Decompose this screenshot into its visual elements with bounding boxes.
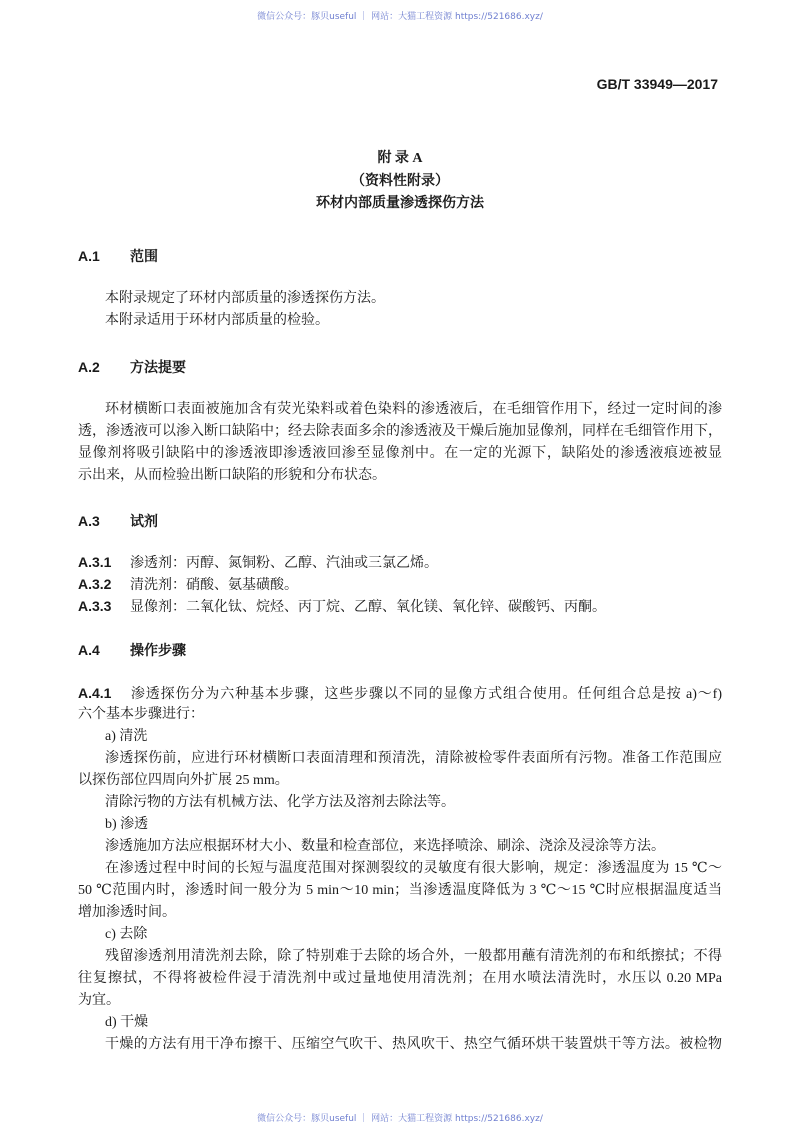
text-line <box>78 993 120 1009</box>
text-line <box>78 1037 722 1053</box>
text-line <box>78 402 722 418</box>
watermark-top: 微信公众号：豚贝useful ｜ 网站：大猫工程资源 https://521686.xyz/ <box>257 12 543 22</box>
line-text: 试剂 <box>130 515 158 530</box>
line-text: b) 渗透 <box>105 817 149 832</box>
clause-line <box>78 513 158 531</box>
text-line <box>78 949 722 965</box>
line-text: 清洗剂：硝酸、氨基磺酸。 <box>130 578 298 593</box>
line-text: 本附录规定了环材内部质量的渗透探伤方法。 <box>105 291 385 306</box>
text-line <box>105 927 147 943</box>
clause-number: A.3 <box>78 513 100 529</box>
line-text: 以探伤部位四周向外扩展 25 mm。 <box>78 773 289 788</box>
clause-number: A.1 <box>78 248 100 264</box>
clause-number: A.2 <box>78 359 100 375</box>
clause-number: A.4.1 <box>78 685 112 701</box>
text-line <box>78 773 289 789</box>
line-text: 方法提要 <box>130 361 186 376</box>
text-line <box>78 905 176 921</box>
clause-number: A.4 <box>78 642 100 658</box>
text-line <box>78 971 722 987</box>
text-line <box>78 424 722 440</box>
text-line <box>78 446 722 462</box>
line-text: 渗透剂：丙醇、氮铜粉、乙醇、汽油或三氯乙烯。 <box>130 556 438 571</box>
line-text: 干燥的方法有用干净布擦干、压缩空气吹干、热风吹干、热空气循环烘干装置烘干等方法。被检物 <box>105 1037 722 1052</box>
annex-title: 环材内部质量渗透探伤方法 <box>316 196 484 211</box>
text-line <box>78 883 722 899</box>
text-line <box>78 707 204 723</box>
annex-type: （资料性附录） <box>351 174 449 189</box>
line-text: 50 ℃范围内时，渗透时间一般分为 5 min～10 min；当渗透温度降低为 3 ℃～15 ℃时应根据温度适当 <box>78 883 722 898</box>
line-text: 为宜。 <box>78 993 120 1008</box>
text-line <box>105 1015 148 1031</box>
text-line <box>105 839 665 855</box>
text-line <box>105 729 147 745</box>
text-line <box>105 817 148 833</box>
clause-number: A.3.2 <box>78 576 112 592</box>
text-line <box>78 468 386 484</box>
line-text: 清除污物的方法有机械方法、化学方法及溶剂去除法等。 <box>105 795 455 810</box>
text-line <box>78 861 722 877</box>
clause-line <box>78 248 158 266</box>
clause-line <box>78 598 606 616</box>
watermark-bottom: 微信公众号：豚贝useful ｜ 网站：大猫工程资源 https://521686.xyz/ <box>257 1114 543 1124</box>
standard-number: GB/T 33949—2017 <box>596 76 718 92</box>
line-text: 透，渗透液可以渗入断口缺陷中；经去除表面多余的渗透液及干燥后施加显像剂，同样在毛细管作用下， <box>78 424 722 439</box>
line-text: 往复擦拭，不得将被检件浸于清洗剂中或过量地使用清洗剂；在用水喷法清洗时，水压以 0.20 MPa <box>78 971 722 986</box>
line-text: 六个基本步骤进行： <box>78 707 204 722</box>
line-text: 操作步骤 <box>130 644 186 659</box>
line-text: 本附录适用于环材内部质量的检验。 <box>105 313 329 328</box>
clause-line <box>78 576 298 594</box>
line-text: 示出来，从而检验出断口缺陷的形貌和分布状态。 <box>78 468 386 483</box>
text-line <box>105 291 385 307</box>
clause-line <box>78 642 186 660</box>
clause-number: A.3.1 <box>78 554 112 570</box>
line-text: 增加渗透时间。 <box>78 905 176 920</box>
line-text: 环材横断口表面被施加含有荧光染料或着色染料的渗透液后，在毛细管作用下，经过一定时间的渗 <box>105 402 722 417</box>
line-text: 渗透探伤前，应进行环材横断口表面清理和预清洗，清除被检零件表面所有污物。准备工作范围应 <box>105 751 722 766</box>
clause-number: A.3.3 <box>78 598 112 614</box>
clause-line <box>78 359 186 377</box>
annex-label: 附 录 A <box>377 151 423 166</box>
line-text: 显像剂：二氧化钛、烷烃、丙丁烷、乙醇、氧化镁、氧化锌、碳酸钙、丙酮。 <box>130 600 606 615</box>
line-text: a) 清洗 <box>105 729 148 744</box>
text-line <box>105 313 329 329</box>
text-line <box>78 751 722 767</box>
text-line <box>105 795 455 811</box>
line-text: 渗透施加方法应根据环材大小、数量和检查部位，来选择喷涂、刷涂、浇涂及浸涂等方法。 <box>105 839 665 854</box>
line-text: 显像剂将吸引缺陷中的渗透液即渗透液回渗至显像剂中。在一定的光源下，缺陷处的渗透液痕迹被显 <box>78 446 722 461</box>
line-text: 残留渗透剂用清洗剂去除，除了特别难于去除的场合外，一般都用蘸有清洗剂的布和纸擦拭；不得 <box>105 949 722 964</box>
line-text: 在渗透过程中时间的长短与温度范围对探测裂纹的灵敏度有很大影响，规定：渗透温度为 15 ℃～ <box>105 861 722 876</box>
clause-line <box>78 685 722 703</box>
line-text: 渗透探伤分为六种基本步骤，这些步骤以不同的显像方式组合使用。任何组合总是按 a)～f) <box>130 687 722 702</box>
line-text: 范围 <box>130 250 158 265</box>
line-text: c) 去除 <box>105 927 148 942</box>
clause-line <box>78 554 438 572</box>
line-text: d) 干燥 <box>105 1015 149 1030</box>
